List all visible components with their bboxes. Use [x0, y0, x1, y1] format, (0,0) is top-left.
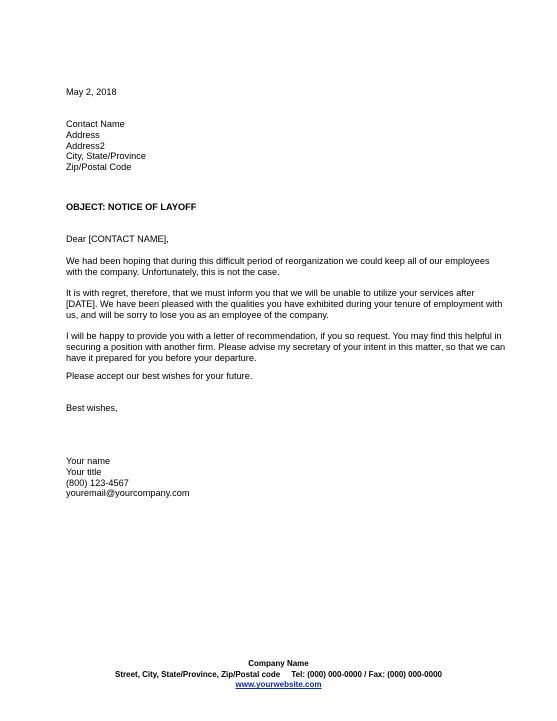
recipient-address2: Address2 [66, 140, 105, 151]
signature-name: Your name [66, 456, 111, 466]
letter-footer [0, 659, 557, 691]
signature-title: Your title [66, 466, 102, 477]
signature-phone: (800) 123-4567 [66, 477, 129, 488]
letter-closing: Best wishes, [66, 403, 118, 413]
footer-contact-line: Street, City, State/Province, Zip/Postal code Tel: (000) 000-0000 / Fax: (000) 000-0000 [115, 669, 442, 679]
letter-paragraph-2: It is with regret, therefore, that we must inform you that we will be unable to utilize your services after [DATE]. We have been pleased with the qualities you have exhibited during your tenure of employment with us, and will be sorry to lose you as an employee of the company. [66, 288, 503, 320]
recipient-address-block [66, 119, 506, 173]
recipient-contact-name: Contact Name [66, 119, 125, 129]
footer-website-link[interactable]: www.yourwebsite.com [235, 680, 322, 690]
letter-date: May 2, 2018 [66, 87, 117, 97]
letter-subject: OBJECT: NOTICE OF LAYOFF [66, 202, 197, 212]
letter-paragraph-1: We had been hoping that during this difficult period of reorganization we could keep all of our employees with the company. Unfortunately, this is not the case. [66, 256, 490, 277]
signature-block [66, 456, 506, 499]
recipient-city-state: City, State/Province [66, 151, 146, 162]
recipient-zip: Zip/Postal Code [66, 162, 132, 173]
footer-company-name: Company Name [248, 659, 309, 668]
letter-paragraph-3: I will be happy to provide you with a letter of recommendation, if you so request. You may find this helpful in securing a position with another firm. Please advise my secretary of your intent in this matter, so that we can have it prepared for you before your departure. [66, 331, 506, 363]
recipient-address: Address [66, 129, 100, 140]
letter-paragraph-4: Please accept our best wishes for your future. [66, 371, 253, 381]
letter-salutation: Dear [CONTACT NAME], [66, 234, 169, 244]
signature-email: youremail@yourcompany.com [66, 488, 190, 499]
